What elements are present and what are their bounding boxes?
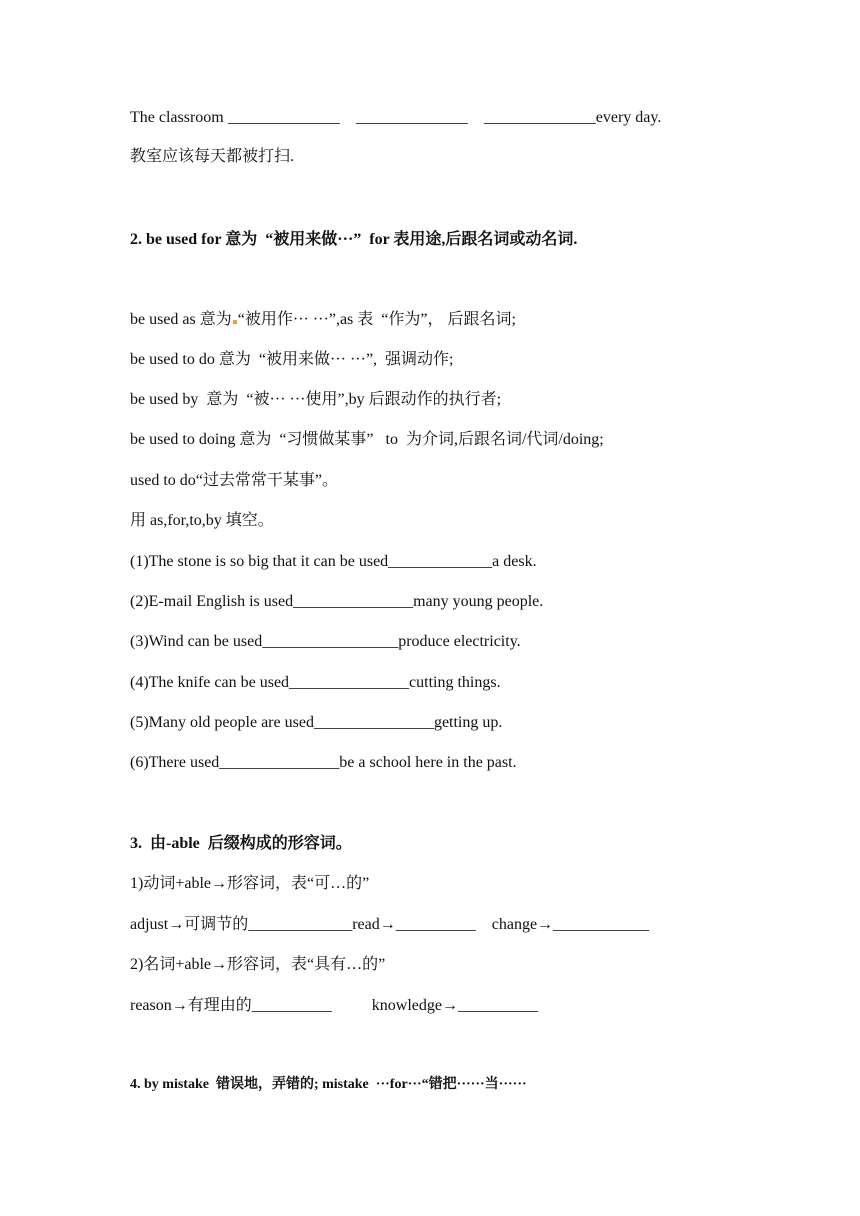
exercise-question-1: (1)The stone is so big that it can be used_____________a desk. bbox=[130, 553, 537, 570]
chinese-translation: 教室应该每天都被打扫. bbox=[130, 148, 295, 165]
rule-verb-able: 1)动词+able→形容词，表“可…的” bbox=[130, 875, 370, 892]
exercise-question-4: (4)The knife can be used_______________cutting things. bbox=[130, 674, 501, 691]
usage-be-used-as-meaning: “被用作··· ···”,as 表 “作为”， 后跟名词; bbox=[237, 311, 516, 328]
usage-be-used-as-prefix: be used as 意为 bbox=[130, 311, 232, 328]
exercise-question-6: (6)There used_______________be a school here in the past. bbox=[130, 754, 517, 771]
exercise-question-3: (3)Wind can be used_________________produce electricity. bbox=[130, 633, 521, 650]
orange-marker-icon bbox=[233, 320, 237, 324]
usage-be-used-to-doing: be used to doing 意为 “习惯做某事” to 为介词,后跟名词/代词/doing; bbox=[130, 431, 604, 448]
rule-noun-able-examples: reason→有理由的__________ knowledge→__________ bbox=[130, 997, 538, 1014]
exercise-question-2: (2)E-mail English is used_______________many young people. bbox=[130, 593, 544, 610]
rule-verb-able-examples: adjust→可调节的_____________read→__________ change→____________ bbox=[130, 916, 650, 933]
usage-be-used-by: be used by 意为 “被··· ···使用”,by 后跟动作的执行者; bbox=[130, 391, 502, 408]
usage-be-used-to-do: be used to do 意为 “被用来做··· ···”, 强调动作; bbox=[130, 351, 454, 368]
exercise-question-5: (5)Many old people are used_______________getting up. bbox=[130, 714, 503, 731]
section-heading-3: 3. 由-able 后缀构成的形容词。 bbox=[130, 835, 352, 852]
fill-in-sentence-classroom: The classroom ______________ ______________ ______________every day. bbox=[130, 109, 662, 126]
exercise-instruction: 用 as,for,to,by 填空。 bbox=[130, 512, 274, 529]
usage-be-used-as bbox=[130, 309, 516, 331]
usage-used-to-do: used to do“过去常常干某事”。 bbox=[130, 472, 338, 489]
rule-noun-able: 2)名词+able→形容词，表“具有…的” bbox=[130, 956, 386, 973]
section-heading-4: 4. by mistake 错误地，弄错的; mistake ···for···“错把······当······ bbox=[130, 1077, 527, 1092]
section-heading-2: 2. be used for 意为 “被用来做···” for 表用途,后跟名词或动名词. bbox=[130, 231, 578, 248]
